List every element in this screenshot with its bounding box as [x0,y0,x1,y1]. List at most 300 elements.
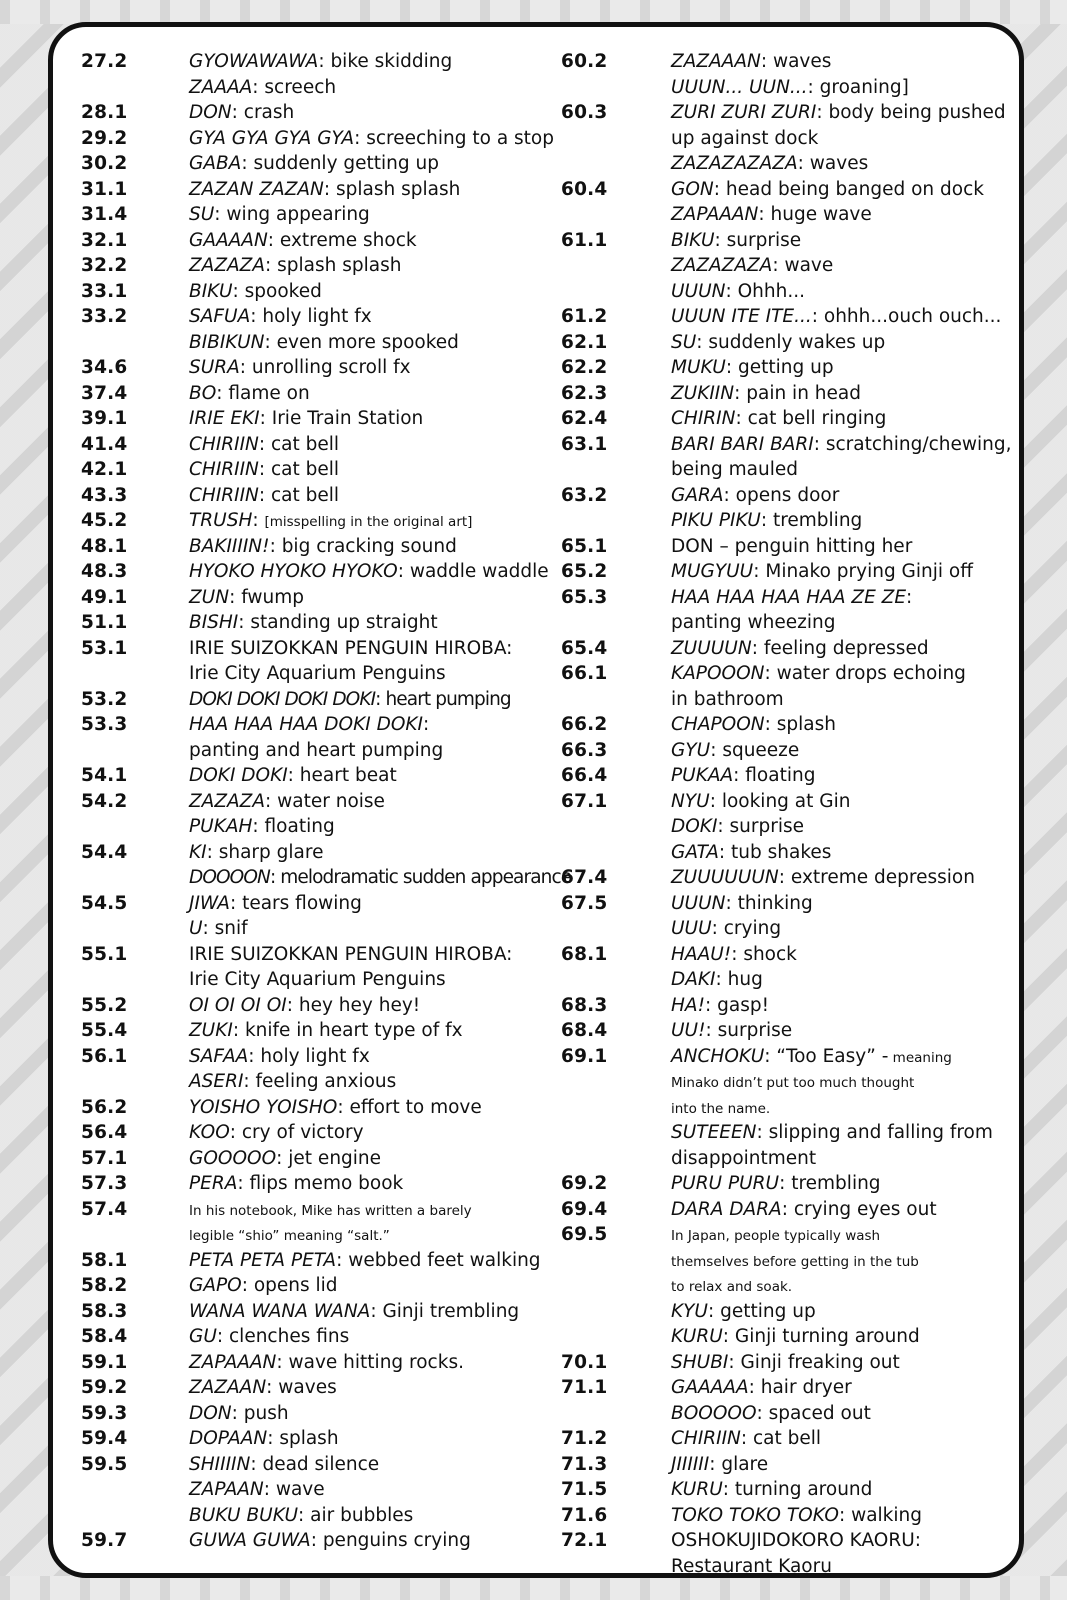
entry-text [189,279,551,305]
glossary-entry [81,1477,551,1503]
sfx-description: unrolling scroll fx [251,357,411,378]
page-panel-number: 54.4 [81,841,128,863]
glossary-entry [81,1324,551,1350]
glossary-entry [81,559,551,585]
sfx-term: DOPAAN [189,1428,268,1449]
sfx-description: opens lid [253,1275,338,1296]
separator: : [202,918,215,939]
separator: : [241,153,254,174]
sfx-description: splash splash [336,178,461,200]
sfx-description: panting wheezing [671,612,836,633]
glossary-entry [561,814,1023,840]
separator: : [229,1122,242,1143]
separator: : [748,1377,761,1398]
sfx-description: surprise [726,229,802,251]
entry-text [671,636,1023,662]
glossary-entry [81,967,551,993]
entry-text [189,75,551,101]
sfx-description: legible “shio” meaning “salt.” [189,1228,390,1244]
separator: : [758,204,771,225]
glossary-entry [81,1069,551,1095]
glossary-entry [561,1528,1023,1554]
page-panel-number: 53.3 [81,714,128,735]
separator: : [241,1275,254,1296]
separator: : [375,688,386,710]
sfx-term: DOKI DOKI [189,765,288,786]
sfx-description: waddle waddle [409,561,549,582]
glossary-entry [81,1273,551,1299]
page-panel-number: 58.2 [81,1275,128,1296]
glossary-entry [561,789,1023,815]
entry-text [671,1324,1023,1350]
entry-text [189,1273,551,1299]
glossary-entry [81,814,551,840]
sfx-term: U [189,918,203,939]
entry-text [671,763,1023,789]
glossary-entry [561,1171,1023,1197]
separator: : [709,790,722,812]
page-panel-number: 53.1 [81,637,128,659]
entry-text [189,381,551,407]
page-panel-number: 45.2 [81,510,128,531]
entry-text [671,534,1023,560]
sfx-term: ZAZAAAN [671,51,761,72]
entry-text [671,330,1023,356]
sfx-description: wave [275,1479,325,1500]
separator: : [286,994,299,1016]
sfx-description: cat bell [271,484,340,506]
sfx-description: body being pushed [828,102,1006,123]
entry-text [189,253,551,279]
entry-text [671,1299,1023,1325]
right-column [561,49,1023,1579]
sfx-description: squeeze [722,739,800,761]
glossary-entry [561,508,1023,534]
sfx-description: trembling [791,1173,881,1194]
entry-text [671,202,1023,228]
glossary-entry [81,789,551,815]
page-panel-number: 57.3 [81,1173,128,1194]
sfx-term: UU! [671,1020,706,1041]
sfx-description: panting and heart pumping [189,739,444,761]
sfx-description: hair dryer [760,1377,852,1398]
sfx-note: meaning [892,1049,952,1066]
sfx-description: getting up [737,357,834,378]
page-panel-number: 69.2 [561,1173,608,1194]
glossary-entry [561,304,1023,330]
separator: : [735,408,748,429]
sfx-description: IRIE SUIZOKKAN PENGUIN HIROBA: [189,943,513,965]
sfx-term: PERA [189,1173,238,1194]
sfx-description: themselves before getting in the tub [671,1253,919,1270]
entry-text [671,508,1023,534]
sfx-description: splash [279,1428,339,1449]
sfx-description: disappointment [671,1147,817,1169]
sfx-description: feeling depressed [763,637,929,659]
separator: : [906,586,913,608]
sfx-term: ZURI ZURI ZURI [671,102,817,123]
sfx-description: Ginji turning around [734,1326,920,1347]
page-panel-number: 65.2 [561,561,608,582]
sfx-term: DON [189,102,232,123]
page-panel-number: 33.1 [81,280,128,302]
sfx-term: DAKI [671,969,716,990]
sfx-term: BARI BARI BARI [671,433,814,455]
separator: : [760,510,773,531]
page-panel-number: 56.1 [81,1045,128,1067]
separator: : [206,841,219,863]
sfx-description: into the name. [671,1100,771,1117]
sfx-term: DOKI DOKI DOKI DOKI [189,688,376,710]
glossary-entry [561,330,1023,356]
separator: : [263,1479,276,1500]
glossary-entry [561,253,1023,279]
separator: : [214,204,227,225]
sfx-description: cat bell [753,1428,822,1449]
page-panel-number: 59.2 [81,1377,128,1398]
page-panel-number: 68.4 [561,1020,608,1041]
separator: : [734,382,747,404]
sfx-term: PUKAA [671,765,734,786]
entry-text [189,1401,551,1427]
separator: : [258,459,272,480]
page-panel-number: 54.5 [81,892,128,914]
entry-text [671,1401,1023,1427]
glossary-entry [81,457,551,483]
glossary-entry [81,508,551,534]
sfx-description: bike skidding [330,51,453,72]
entry-text [189,1197,551,1223]
entry-text [189,1503,551,1529]
sfx-term: UUU [671,918,712,939]
sfx-term: UUUN [671,892,726,914]
entry-text [671,967,1023,993]
page-panel-number: 63.2 [561,484,608,506]
sfx-term: ZAZAZAZAZA [671,153,798,174]
sfx-term: SAFAA [189,1045,249,1067]
sfx-term: NYU [671,790,710,812]
sfx-description: flips memo book [249,1173,404,1194]
entry-text [671,1452,1023,1478]
sfx-description: webbed feet walking [348,1249,541,1271]
page-panel-number: 60.3 [561,102,608,123]
glossary-entry [561,1146,1023,1172]
separator: : [728,1351,741,1373]
separator: : [264,331,277,353]
separator: : [760,51,773,72]
sfx-description: crying [723,918,782,939]
sfx-term: KOO [189,1122,230,1143]
page-panel-number: 33.2 [81,306,128,327]
sfx-term: GATA [671,841,719,863]
glossary-entry [561,457,1023,483]
sfx-description: In his notebook, Mike has written a barely [189,1202,472,1219]
separator: : [354,127,367,149]
sfx-term: JIIIIII [671,1453,710,1475]
sfx-term: ZAZAZA [189,790,265,812]
sfx-description: cry of victory [241,1122,364,1143]
glossary-entry [81,177,551,203]
entry-text [671,993,1023,1019]
entry-text [671,891,1023,917]
entry-text [189,610,551,636]
separator: : [422,714,430,735]
sfx-term: MUKU [671,357,726,378]
glossary-entry [561,942,1023,968]
separator: : [778,867,791,888]
entry-text [671,381,1023,407]
sfx-description: Irie City Aquarium Penguins [189,663,446,684]
sfx-description: spooked [244,280,322,302]
glossary-entry [561,100,1023,126]
sfx-term: CHIRIIN [189,459,259,480]
sfx-term: GAPO [189,1275,242,1296]
separator: : [265,255,278,276]
entry-text [671,253,1023,279]
sfx-description: glare [721,1453,769,1475]
separator: : [276,1147,289,1169]
separator: : [252,76,265,98]
separator: : [259,408,272,429]
glossary-entry [561,355,1023,381]
separator: : [756,1122,769,1143]
entry-text [189,789,551,815]
page-panel-number: 57.1 [81,1147,128,1169]
sfx-term: HAA HAA HAA HAA ZE ZE [671,586,907,608]
sfx-description: holy light fx [262,306,372,327]
sfx-term: MUGYUU [671,561,754,582]
entry-text [671,738,1023,764]
glossary-entry [561,406,1023,432]
sfx-term: PURU PURU [671,1173,780,1194]
sfx-description: push [243,1402,289,1424]
separator: : [731,943,744,965]
glossary-entry [561,1197,1023,1223]
glossary-entry [81,534,551,560]
sfx-description: surprise [729,816,805,837]
sfx-term: CHAPOON [671,714,765,735]
separator: : [323,178,336,200]
glossary-entry [81,1222,551,1248]
entry-text [189,1171,551,1197]
sfx-description: wave hitting rocks. [288,1351,464,1373]
separator: : [231,1402,244,1424]
sfx-description: surprise [717,1020,793,1041]
sfx-term: SURA [189,357,240,378]
glossary-entry [81,304,551,330]
entry-text [189,202,551,228]
glossary-entry [81,610,551,636]
page-panel-number: 59.7 [81,1530,128,1551]
sfx-term: GOOOOO [189,1147,277,1169]
sfx-description: heart beat [299,765,397,786]
entry-text [189,126,554,152]
entry-text [189,865,571,891]
entry-text [671,432,1023,458]
entry-text [671,177,1023,203]
sfx-description: cat bell ringing [747,408,887,429]
sfx-term: GU [189,1326,217,1347]
glossary-entry [81,1095,551,1121]
glossary-entry [81,1197,551,1223]
page-panel-number: 39.1 [81,408,128,429]
sfx-description: DON – penguin hitting her [671,535,913,557]
glossary-entry [561,1503,1023,1529]
sfx-term: BO [189,382,217,404]
separator: : [336,1249,349,1271]
entry-text [189,457,551,483]
sfx-description: flame on [228,382,310,404]
page-panel-number: 61.2 [561,306,608,327]
entry-text [189,559,551,585]
glossary-entry [561,763,1023,789]
sfx-term: DOKI [671,816,718,837]
page-panel-number: 70.1 [561,1351,608,1373]
glossary-entry [81,712,551,738]
glossary-entry [561,177,1023,203]
page-panel-number: 67.1 [561,790,608,812]
entry-text [189,1018,551,1044]
sfx-term: OI OI OI OI [189,994,287,1016]
separator: : [252,816,265,837]
separator: : [725,357,738,378]
entry-text [671,1069,1023,1095]
separator: : [397,561,410,582]
glossary-entry [81,661,551,687]
separator: : [696,331,709,353]
sfx-term: PETA PETA PETA [189,1249,337,1271]
glossary-entry [81,1299,551,1325]
sfx-term: BUKU BUKU [189,1504,299,1526]
entry-text [671,1503,1023,1529]
entry-text [671,840,1023,866]
sfx-description: Irie City Aquarium Penguins [189,969,446,990]
page-panel-number: 69.1 [561,1045,608,1067]
entry-text [671,1554,1023,1580]
page-panel-number: 58.3 [81,1300,128,1322]
separator: : [807,76,820,98]
glossary-entry [81,228,551,254]
separator: : [725,892,738,914]
sfx-description: waves [772,51,832,72]
glossary-entry [561,381,1023,407]
sfx-description: hug [727,969,763,990]
sfx-term: HYOKO HYOKO HYOKO [189,561,398,582]
sfx-term: BIBIKUN [189,331,265,353]
entry-text [189,100,551,126]
page-panel-number: 51.1 [81,612,128,633]
sfx-description: screeching to a stop [366,127,554,149]
sfx-term: GYU [671,739,711,761]
sfx-description: air bubbles [310,1504,414,1526]
sfx-description: huge wave [770,204,872,225]
sfx-description: pain in head [746,382,861,404]
entry-text [671,942,1023,968]
page-panel-number: 71.6 [561,1504,608,1526]
sfx-glossary-panel [48,22,1024,1578]
separator: : [248,1045,261,1067]
sfx-term: DOOOON [189,867,270,888]
entry-text [189,1350,551,1376]
sfx-term: ZAZAAN [189,1377,267,1398]
page-panel-number: 56.2 [81,1096,128,1118]
sfx-term: CHIRIIN [189,433,259,455]
glossary-entry [561,1222,1023,1248]
entry-text [189,967,551,993]
glossary-entry [561,1018,1023,1044]
separator: : [276,1351,289,1373]
page-panel-number: 69.5 [561,1224,608,1245]
entry-text [189,1146,551,1172]
entry-text [671,1018,1023,1044]
glossary-entry [81,406,551,432]
separator: : [265,790,278,812]
glossary-entry [561,1324,1023,1350]
sfx-description: effort to move [349,1096,482,1118]
glossary-entry [81,763,551,789]
sfx-description: big cracking sound [281,535,457,557]
entry-text [189,177,551,203]
page-panel-number: 54.1 [81,765,128,786]
page-panel-number: 34.6 [81,357,128,378]
glossary-entry [561,840,1023,866]
glossary-entry [561,1069,1023,1095]
sfx-description: tears flowing [242,892,362,914]
separator: : [740,1428,754,1449]
page-panel-number: 66.2 [561,714,608,735]
separator: : [232,280,245,302]
sfx-term: KAPOOON [671,663,765,684]
entry-text [189,763,551,789]
glossary-entry [81,891,551,917]
page-panel-number: 42.1 [81,459,128,480]
glossary-entry [81,636,551,662]
sfx-description: opens door [735,484,840,506]
entry-text [189,1477,551,1503]
left-column [81,49,572,1554]
sfx-description: ohhh...ouch ouch... [823,306,1002,327]
entry-text [671,610,1023,636]
sfx-term: ZAAAA [189,76,253,98]
sfx-description: dead silence [262,1453,380,1475]
sfx-description: melodramatic sudden appearance [280,867,572,888]
entry-text [671,916,1023,942]
page-panel-number: 62.4 [561,408,608,429]
sfx-description: Minako didn’t put too much thought [671,1075,915,1091]
page-panel-number: 58.4 [81,1326,128,1347]
entry-text [189,1299,551,1325]
entry-text [189,228,551,254]
page-panel-number: 68.3 [561,994,608,1016]
entry-text [671,355,1023,381]
sfx-term: ZUN [189,586,230,608]
sfx-description: heart pumping [385,688,511,710]
glossary-entry [561,865,1023,891]
page-panel-number: 60.2 [561,51,608,72]
entry-text [671,585,1023,611]
sfx-term: TRUSH [189,510,253,531]
entry-text [671,304,1023,330]
glossary-entry [81,1401,551,1427]
sfx-description: Minako prying Ginji off [765,561,973,582]
separator: : [764,1045,777,1067]
sfx-description: Ginji trembling [382,1300,520,1322]
entry-text [189,891,551,917]
entry-text [671,151,1023,177]
sfx-term: KURU [671,1326,723,1347]
sfx-description: tub shakes [731,841,832,863]
glossary-entry [561,712,1023,738]
